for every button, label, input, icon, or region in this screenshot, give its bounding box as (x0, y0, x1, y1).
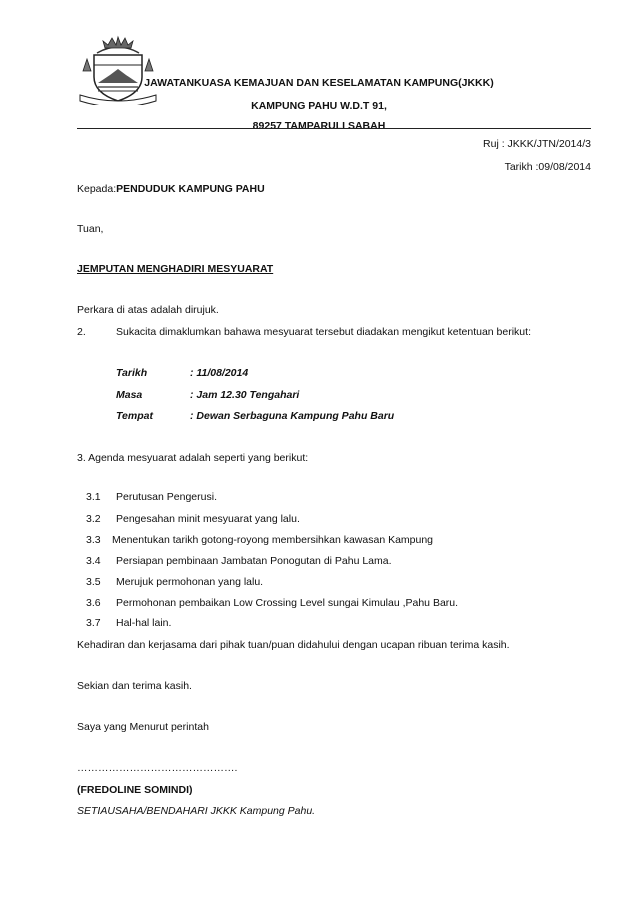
detail-value: : Jam 12.30 Tengahari (190, 389, 300, 401)
intro-paragraph: Perkara di atas adalah dirujuk. (77, 304, 219, 316)
detail-label: Masa (116, 389, 143, 401)
agenda-number: 3.1 (86, 491, 101, 503)
recipient-line (77, 183, 265, 196)
agenda-item: Merujuk permohonan yang lalu. (116, 576, 264, 588)
sign-off: Sekian dan terima kasih. (77, 680, 192, 692)
agenda-item: Menentukan tarikh gotong-royong membersihkan kawasan Kampung (112, 534, 434, 546)
agenda-item: Permohonan pembaikan Low Crossing Level sungai Kimulau ,Pahu Baru. (116, 597, 459, 609)
agenda-item: Perutusan Pengerusi. (116, 491, 217, 503)
detail-value: : 11/08/2014 (190, 367, 249, 379)
agenda-number: 3.7 (86, 617, 101, 629)
agenda-item: Hal-hal lain. (116, 617, 172, 629)
agenda-number: 3.5 (86, 576, 101, 588)
reference-number: Ruj : JKKK/JTN/2014/3 (483, 138, 591, 150)
salutation: Tuan, (77, 223, 104, 235)
address-line-2: 89257 TAMPARULI SABAH (252, 120, 386, 132)
detail-value: : Dewan Serbaguna Kampung Pahu Baru (190, 410, 395, 422)
signatory-title: SETIAUSAHA/BENDAHARI JKKK Kampung Pahu. (77, 805, 316, 817)
point-2-text: Sukacita dimaklumkan bahawa mesyuarat tersebut diadakan mengikut ketentuan berikut: (116, 326, 531, 338)
agenda-item: Persiapan pembinaan Jambatan Ponogutan di Pahu Lama. (116, 555, 392, 567)
address-line-1: KAMPUNG PAHU W.D.T 91, (251, 100, 387, 112)
recipient-name: PENDUDUK KAMPUNG PAHU (116, 183, 265, 195)
state-crest-logo (77, 35, 159, 105)
header-rule (77, 128, 591, 129)
agenda-number: 3.2 (86, 513, 101, 525)
subject-heading: JEMPUTAN MENGHADIRI MESYUARAT (77, 263, 274, 275)
recipient-label: Kepada: (77, 183, 117, 195)
detail-label: Tempat (116, 410, 153, 422)
closing-paragraph: Kehadiran dan kerjasama dari pihak tuan/puan didahului dengan ucapan ribuan terima kasih. (77, 639, 510, 651)
detail-label: Tarikh (116, 367, 148, 379)
signatory-name: (FREDOLINE SOMINDI) (77, 784, 193, 796)
yours-faithfully: Saya yang Menurut perintah (77, 721, 209, 733)
agenda-number: 3.4 (86, 555, 101, 567)
letter-date: Tarikh :09/08/2014 (504, 161, 591, 173)
org-name: JAWATANKUASA KEMAJUAN DAN KESELAMATAN KAMPUNG(JKKK) (144, 77, 494, 89)
point-2-number: 2. (77, 326, 86, 338)
agenda-number: 3.3 (86, 534, 101, 546)
agenda-heading: 3. Agenda mesyuarat adalah seperti yang berikut: (77, 452, 309, 464)
agenda-number: 3.6 (86, 597, 101, 609)
signature-line: ………………………………………. (77, 762, 238, 774)
agenda-item: Pengesahan minit mesyuarat yang lalu. (116, 513, 300, 525)
